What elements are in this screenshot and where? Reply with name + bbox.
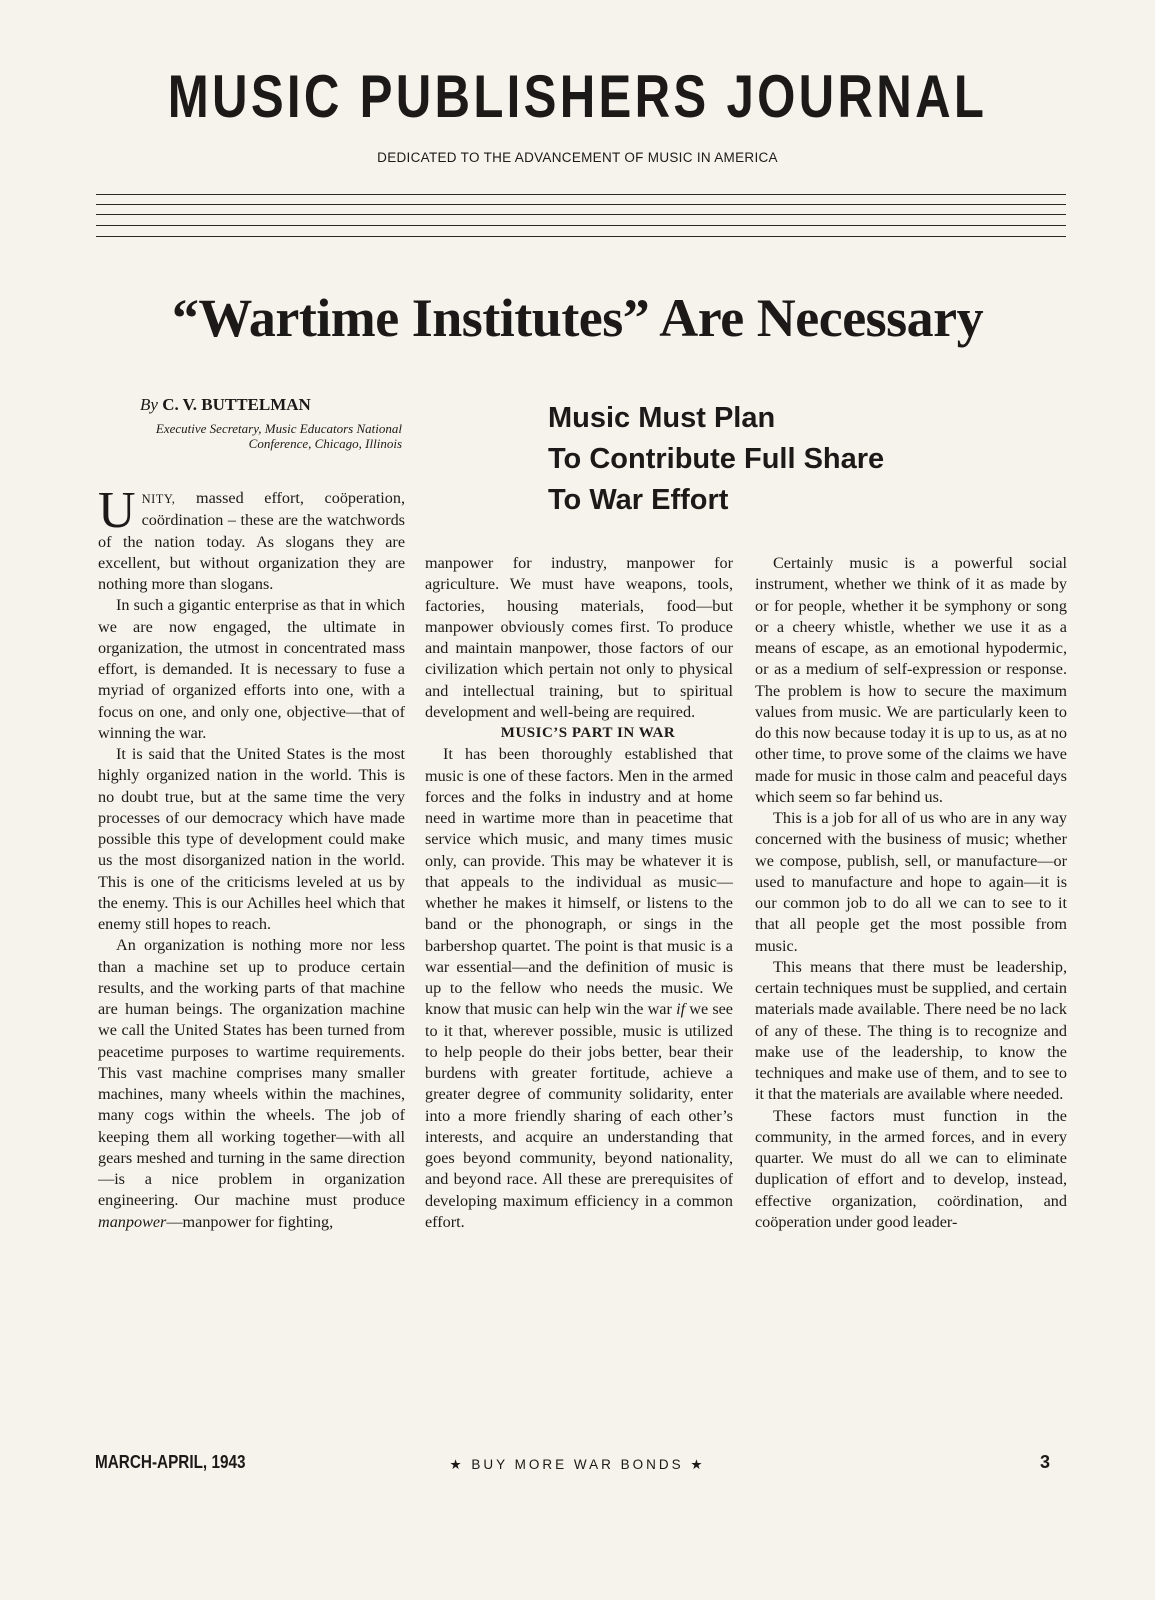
italic-word: if <box>676 1000 686 1019</box>
author-affiliation: Executive Secretary, Music Educators National Conference, Chicago, Illinois <box>155 421 402 451</box>
body-paragraph: Certainly music is a powerful social instrument, whether we think of it as made by or for people, whether it be symphony or song or a cheery whistle, whether we use it as a means of escape, as an emotional hypodermic, or as a medium of self-expression or response. The problem is how to secure the maximum values from music. We are particularly keen to do this now because today it is up to us, as at no other time, to prove some of the claims we have made for music in those calm and peaceful days which seem so far behind us. <box>755 554 1067 806</box>
body-paragraph <box>425 744 733 1233</box>
article-headline: “Wartime Institutes” Are Necessary <box>171 288 984 348</box>
lead-smallcaps: NITY, <box>141 492 176 506</box>
body-paragraph: It is said that the United States is the most highly organized nation in the world. This is no doubt true, but at the same time the very processes of our democracy which have made possible this type of development could make us the most disorganized nation in the world. This is one of the criticisms leveled at us by the enemy. This is our Achilles heel which that enemy still hopes to reach. <box>98 745 405 933</box>
subhead-line: Music Must Plan <box>548 402 776 434</box>
section-heading: MUSIC’S PART IN WAR <box>500 725 676 741</box>
masthead-tagline: DEDICATED TO THE ADVANCEMENT OF MUSIC IN AMERICA <box>377 150 778 165</box>
body-paragraph: This is a job for all of us who are in any way concerned with the business of music; whether we compose, publish, sell, or manufacture—or used to manufacture and hope to again—it is our common job to do all we can to see to it that all people get the most possible from music. <box>755 809 1067 955</box>
page-number: 3 <box>1040 1452 1051 1472</box>
drop-cap: U <box>98 482 136 539</box>
body-text: we see to it that, wherever possible, music is utilized to help people do their jobs better, bear their burdens with greater fortitude, achieve a greater degree of community solidarity, enter into a more friendly sharing of each other’s interests, and acquire an understanding that goes beyond community, beyond nationality, and beyond race. All these are prerequisites of developing maximum efficiency in a common effort. <box>425 1000 733 1231</box>
subhead-line: To War Effort <box>548 484 729 516</box>
masthead-title: MUSIC PUBLISHERS JOURNAL <box>167 63 988 130</box>
italic-word: manpower <box>98 1212 167 1231</box>
body-paragraph: This means that there must be leadership, certain techniques must be supplied, and certain materials made available. There need be no lack of any of these. The thing is to recognize and make use of the leadership, to know the techniques and make use of them, and to see to it that the materials are available where needed. <box>755 957 1067 1104</box>
author-name: C. V. BUTTELMAN <box>162 395 311 414</box>
issue-date: MARCH-APRIL, 1943 <box>95 1452 246 1472</box>
body-paragraph: These factors must function in the community, in the armed forces, and in every quarter. We must do all we can to eliminate duplication of effort and to develop, instead, effective organization, coördination, and coöperation under good leader- <box>755 1106 1067 1231</box>
subhead-line: To Contribute Full Share <box>548 443 885 475</box>
article-subhead <box>548 398 988 521</box>
byline-prefix: By <box>140 395 158 414</box>
music-staff-lines <box>96 194 1066 238</box>
body-text: —manpower for fighting, <box>166 1212 334 1231</box>
byline <box>140 395 311 415</box>
body-paragraph: manpower for industry, manpower for agriculture. We must have weapons, tools, factories, housing materials, food—but manpower obviously comes first. To produce and maintain manpower, those factors of our civilization which pertain not only to physical and intellectual training, but to spiritual development and well-being are required. <box>425 554 733 721</box>
article-column-3 <box>755 553 1067 1233</box>
article-column-2 <box>425 553 733 1233</box>
body-paragraph: In such a gigantic enterprise as that in which we are now engaged, the ultimate in organization, the utmost in concentrated mass effort, is demanded. It is necessary to fuse a myriad of organized efforts into one, with a focus on one, and only one, objective—that of winning the war. <box>98 596 405 742</box>
body-paragraph <box>98 935 405 1233</box>
article-column-1 <box>98 482 405 1233</box>
war-bonds-slogan: ★ BUY MORE WAR BONDS ★ <box>449 1457 706 1472</box>
body-text: An organization is nothing more nor less than a machine set up to produce certain results, and the working parts of that machine are human beings. The organization machine we call the United States has been turned from peacetime purposes to wartime requirements. This vast machine comprises many smaller machines, many wheels within the machines, many cogs within the wheels. The job of keeping them all working together—with all gears meshed and turning in the same direction—is a nice problem in organization engineering. Our machine must produce <box>98 936 405 1210</box>
lead-paragraph <box>98 482 405 595</box>
body-text: It has been thoroughly established that music is one of these factors. Men in the armed forces and the folks in industry and at home need in wartime more than in peacetime that service which music, and many times music only, can provide. This may be whatever it is that appeals to the individual as music—whether he makes it himself, or listens to the band or the phonograph, or sings in the barbershop quartet. The point is that music is a war essential—and the definition of music is up to the fellow who needs the music. We know that music can help win the war <box>425 745 733 1019</box>
lead-text: massed effort, coöperation, coördination – these are the watchwords of the nation today. As slogans they are excellent, but without organization they are nothing more than slogans. <box>98 489 405 593</box>
